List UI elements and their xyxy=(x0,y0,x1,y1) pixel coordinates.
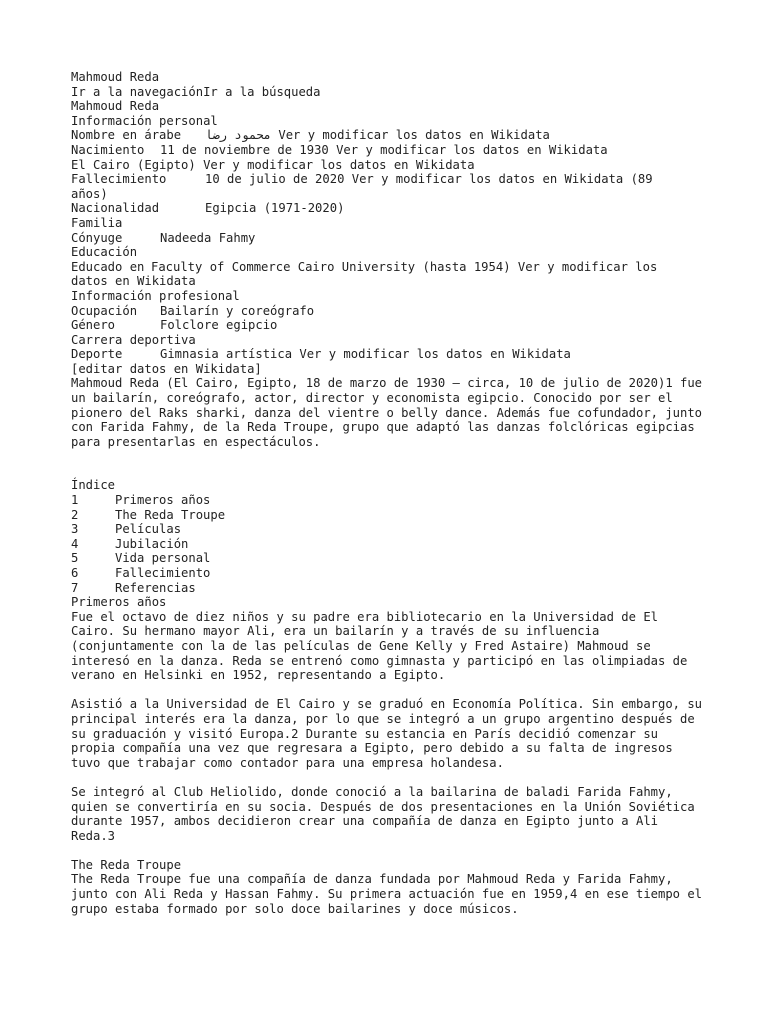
section-education: Educación xyxy=(71,245,138,260)
row-sport xyxy=(71,347,707,362)
index-item[interactable] xyxy=(71,493,707,508)
index-item-number: 3 xyxy=(71,522,79,537)
genre-value: Folclore egipcio xyxy=(160,318,278,333)
index-item[interactable] xyxy=(71,566,707,581)
article-title: Mahmoud Reda xyxy=(71,70,160,84)
section-family: Familia xyxy=(71,215,123,230)
index-item[interactable] xyxy=(71,537,707,552)
index-item-number: 5 xyxy=(71,551,79,566)
sport-label: Deporte xyxy=(71,347,123,362)
row-death xyxy=(71,172,707,187)
death-label: Fallecimiento xyxy=(71,172,167,187)
troupe-heading: The Reda Troupe xyxy=(71,857,182,872)
index-item-label[interactable]: Fallecimiento xyxy=(115,566,211,580)
index-item-number: 4 xyxy=(71,536,79,551)
sport-value: Gimnasia artística Ver y modificar los datos en Wikidata xyxy=(160,347,571,362)
index-title: Índice xyxy=(71,478,116,493)
death-value: 10 de julio de 2020 Ver y modificar los datos en Wikidata (89 xyxy=(205,172,653,187)
spouse-value: Nadeeda Fahmy xyxy=(160,230,256,245)
birth-value: 11 de noviembre de 1930 Ver y modificar los datos en Wikidata xyxy=(160,142,608,157)
arabic-name-value: محمود رضا Ver y modificar los datos en Wikidata xyxy=(205,128,550,143)
index-item-label[interactable]: The Reda Troupe xyxy=(115,507,226,522)
nationality-label: Nacionalidad xyxy=(71,201,160,216)
index-item[interactable] xyxy=(71,508,707,523)
index-item-number: 7 xyxy=(71,580,79,595)
genre-label: Género xyxy=(71,318,116,333)
occupation-value: Bailarín y coreógrafo xyxy=(160,303,315,318)
row-educated xyxy=(71,260,707,275)
index-item-label[interactable]: Referencias xyxy=(115,580,196,595)
nav-links[interactable]: Ir a la navegaciónIr a la búsqueda xyxy=(71,84,321,99)
occupation-label: Ocupación xyxy=(71,303,138,318)
early-years-heading: Primeros años xyxy=(71,595,167,610)
birth-label: Nacimiento xyxy=(71,142,145,157)
index-item[interactable] xyxy=(71,581,707,596)
index-item-label[interactable]: Películas xyxy=(115,522,182,537)
row-birth xyxy=(71,143,707,158)
row-genre xyxy=(71,318,707,333)
section-professional: Información profesional xyxy=(71,288,240,303)
arabic-name-label: Nombre en árabe xyxy=(71,128,182,143)
nationality-value: Egipcia (1971-2020) xyxy=(205,201,345,216)
educated-value-cont: datos en Wikidata xyxy=(71,274,196,289)
section-personal: Información personal xyxy=(71,113,218,128)
index-list xyxy=(71,493,707,595)
spouse-label: Cónyuge xyxy=(71,230,123,245)
document-page xyxy=(71,70,707,916)
infobox-name: Mahmoud Reda xyxy=(71,99,160,114)
death-value-cont: años) xyxy=(71,186,108,201)
row-arabic-name xyxy=(71,128,707,143)
index-item[interactable] xyxy=(71,522,707,537)
educated-value: Faculty of Commerce Cairo University (hasta 1954) Ver y modificar los xyxy=(151,259,658,274)
row-occupation xyxy=(71,304,707,319)
index-item-number: 1 xyxy=(71,493,79,508)
index-item[interactable] xyxy=(71,551,707,566)
row-spouse xyxy=(71,231,707,246)
early-years-paragraph-1: Fue el octavo de diez niños y su padre era bibliotecario en la Universidad de El Cairo. Su hermano mayor Ali, era un bailarín y a través de su influencia (conjuntamente con la de las películas de Gene Kelly y Fred Astaire) Mahmoud se interesó en la danza. Reda se entrenó como gimnasta y participó en las olimpiadas de verano en Helsinki en 1952, representando a Egipto. xyxy=(71,609,688,683)
early-years-paragraph-3: Se integró al Club Heliolido, donde conoció a la bailarina de baladi Farida Fahmy, quien se convertiría en su socia. Después de dos presentaciones en la Unión Soviética durante 1957, ambos decidieron crear una compañía de danza en Egipto junto a Ali Reda.3 xyxy=(71,784,695,843)
birth-place: El Cairo (Egipto) Ver y modificar los datos en Wikidata xyxy=(71,157,475,172)
index-item-number: 2 xyxy=(71,507,79,522)
intro-paragraph: Mahmoud Reda (El Cairo, Egipto, 18 de marzo de 1930 – circa, 10 de julio de 2020)1 fue un bailarín, coreógrafo, actor, director y economista egipcio. Conocido por ser el pionero del Raks sharki, danza del vientre o belly dance. Además fue cofundador, junto con Farida Fahmy, de la Reda Troupe, grupo que adaptó las danzas folclóricas egipcias para presentarlas en espectáculos. xyxy=(71,376,703,449)
educated-label: Educado en xyxy=(71,259,145,274)
index-item-label[interactable]: Vida personal xyxy=(115,551,211,566)
index-item-label[interactable]: Primeros años xyxy=(115,493,211,508)
section-sports: Carrera deportiva xyxy=(71,332,196,347)
index-item-label[interactable]: Jubilación xyxy=(115,536,189,551)
index-item-number: 6 xyxy=(71,566,79,580)
troupe-paragraph-1: The Reda Troupe fue una compañía de danza fundada por Mahmoud Reda y Farida Fahmy, junto con Ali Reda y Hassan Fahmy. Su primera actuación fue en 1959,4 en ese tiempo el grupo estaba formado por solo doce bailarines y doce músicos. xyxy=(71,872,703,916)
early-years-paragraph-2: Asistió a la Universidad de El Cairo y se graduó en Economía Política. Sin embargo, su principal interés era la danza, por lo que se integró a un grupo argentino después de su graduación y visitó Europa.2 Durante su estancia en París decidió comenzar su propia compañía una vez que regresara a Egipto, pero debido a su falta de ingresos tuvo que trabajar como contador para una empresa holandesa. xyxy=(71,697,703,770)
row-nationality xyxy=(71,201,707,216)
edit-wikidata-link[interactable]: [editar datos en Wikidata] xyxy=(71,361,262,376)
